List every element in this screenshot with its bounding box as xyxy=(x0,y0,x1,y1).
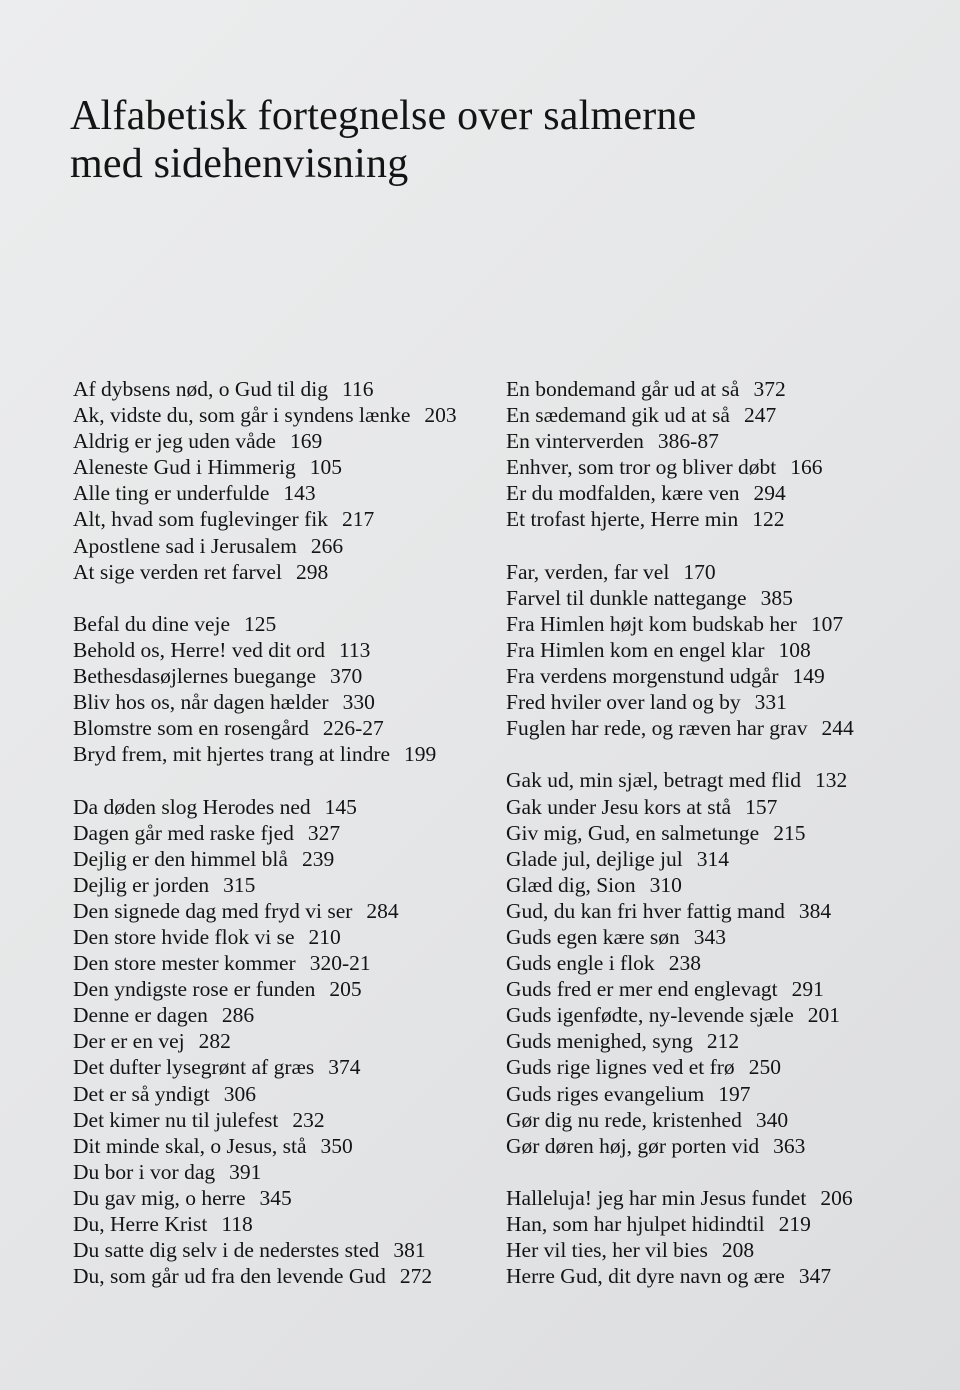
hymn-title: Det er så yndigt xyxy=(73,1081,210,1106)
hymn-title: Alt, hvad som fuglevinger fik xyxy=(73,507,328,532)
page-number: 272 xyxy=(399,1264,433,1289)
hymn-title: Farvel til dunkle nattegange xyxy=(506,585,747,610)
page-number: 374 xyxy=(328,1055,361,1080)
hymn-title: Han, som har hjulpet hidindtil xyxy=(506,1212,765,1236)
hymn-index-entry xyxy=(506,376,926,402)
hymn-index-entry xyxy=(73,428,493,454)
hymn-title: Fuglen har rede, og ræven har grav xyxy=(506,716,808,741)
hymn-index-entry xyxy=(73,1107,493,1133)
page-number: 125 xyxy=(244,611,277,636)
page-number: 284 xyxy=(366,898,399,923)
hymn-title: Gør dig nu rede, kristenhed xyxy=(506,1107,742,1132)
hymn-title: Bethesdasøjlernes buegange xyxy=(73,664,316,689)
page-number: 363 xyxy=(773,1133,806,1158)
hymn-index-entry xyxy=(73,1054,493,1080)
hymn-title: Det dufter lysegrønt af græs xyxy=(73,1055,315,1080)
hymn-index-entry xyxy=(506,1237,926,1263)
hymn-title: Guds igenfødte, ny-levende sjæle xyxy=(506,1003,794,1028)
hymn-title: Dagen går med raske fjed xyxy=(73,820,294,845)
hymn-title: Den yndigste rose er funden xyxy=(73,977,316,1002)
hymn-index-entry xyxy=(73,1159,493,1185)
hymn-index-entry xyxy=(506,585,926,611)
hymn-index-entry xyxy=(73,376,493,402)
page-number: 197 xyxy=(718,1081,751,1106)
page-number: 206 xyxy=(820,1185,853,1210)
hymn-title: Den store mester kommer xyxy=(73,951,296,976)
hymn-title: Gak ud, min sjæl, betragt med flid xyxy=(506,768,801,793)
hymn-title: Det kimer nu til julefest xyxy=(73,1107,279,1132)
hymn-index-entry xyxy=(73,846,493,872)
hymn-index-entry xyxy=(73,1081,493,1107)
hymn-title: En bondemand går ud at så xyxy=(506,377,740,401)
hymn-title: Du, som går ud fra den levende Gud xyxy=(73,1264,386,1289)
hymn-index-entry xyxy=(73,689,493,715)
page-number: 203 xyxy=(424,403,457,428)
hymn-title: En vinterverden xyxy=(506,429,644,454)
page-number: 217 xyxy=(341,507,375,532)
hymn-title: Fred hviler over land og by xyxy=(506,690,741,715)
hymn-title: Denne er dagen xyxy=(73,1003,208,1028)
hymn-index-entry xyxy=(506,637,926,663)
page-number: 372 xyxy=(753,377,786,401)
page-number: 310 xyxy=(649,872,682,897)
hymn-index-entry xyxy=(506,767,926,793)
page-number: 370 xyxy=(330,664,363,689)
hymn-title: Bryd frem, mit hjertes trang at lindre xyxy=(73,742,391,767)
page-number: 385 xyxy=(760,585,793,610)
hymn-title: Apostlene sad i Jerusalem xyxy=(73,533,297,558)
page-number: 149 xyxy=(792,664,825,689)
hymn-index-entry xyxy=(506,924,926,950)
page-number: 315 xyxy=(223,872,256,897)
title-line-1: Alfabetisk fortegnelse over salmerne xyxy=(70,93,697,139)
page-number: 169 xyxy=(289,429,323,454)
hymn-index-entry xyxy=(506,1028,926,1054)
page-number: 118 xyxy=(221,1212,253,1236)
hymn-title: Guds fred er mer end englevagt xyxy=(506,977,778,1002)
hymn-index-entry xyxy=(73,1263,493,1289)
hymn-title: Far, verden, far vel xyxy=(506,559,670,584)
hymn-index-entry xyxy=(73,794,493,820)
page-number: 340 xyxy=(755,1107,789,1132)
hymn-title: Ak, vidste du, som går i syndens lænke xyxy=(73,403,411,428)
hymn-title: Du bor i vor dag xyxy=(73,1159,216,1184)
index-column-right xyxy=(506,376,926,1289)
page-number: 205 xyxy=(329,977,362,1002)
hymn-index-entry xyxy=(73,637,493,663)
hymn-index-entry xyxy=(506,1185,926,1211)
title-line-2: med sidehenvisning xyxy=(70,141,409,187)
page-number: 247 xyxy=(743,403,777,428)
page-number: 201 xyxy=(807,1003,841,1028)
hymn-title: Du satte dig selv i de nederstes sted xyxy=(73,1238,380,1263)
section-gap xyxy=(506,533,926,559)
page-number: 330 xyxy=(342,690,375,715)
hymn-index-entry xyxy=(506,898,926,924)
hymn-index-entry xyxy=(73,924,493,950)
hymn-title: Aldrig er jeg uden våde xyxy=(73,429,276,454)
hymn-index-entry xyxy=(506,1211,926,1237)
page-number: 320-21 xyxy=(309,951,371,976)
page-number: 266 xyxy=(310,533,344,558)
hymn-index-entry xyxy=(506,428,926,454)
hymn-title: Herre Gud, dit dyre navn og ære xyxy=(506,1264,785,1289)
section-gap xyxy=(73,767,493,793)
page-number: 331 xyxy=(754,690,787,715)
hymn-index-entry xyxy=(73,1028,493,1054)
hymn-index-entry xyxy=(506,480,926,506)
hymn-title: Halleluja! jeg har min Jesus fundet xyxy=(506,1185,807,1210)
hymn-index-entry xyxy=(73,872,493,898)
hymn-title: Guds menighed, syng xyxy=(506,1029,693,1054)
page-number: 391 xyxy=(229,1159,262,1184)
hymn-title: Aleneste Gud i Himmerig xyxy=(73,455,296,480)
hymn-index-entry xyxy=(73,741,493,767)
hymn-index-entry xyxy=(506,872,926,898)
hymn-index-entry xyxy=(73,480,493,506)
section-gap xyxy=(73,585,493,611)
hymn-title: Behold os, Herre! ved dit ord xyxy=(73,637,325,662)
page-number: 208 xyxy=(721,1238,755,1263)
hymn-title: Fra verdens morgenstund udgår xyxy=(506,664,779,689)
hymn-title: En sædemand gik ud at så xyxy=(506,403,730,428)
page-number: 343 xyxy=(693,924,727,949)
page-number: 143 xyxy=(283,481,316,506)
hymn-index-entry xyxy=(506,1002,926,1028)
page-number: 157 xyxy=(745,794,778,819)
hymn-title: Glade jul, dejlige jul xyxy=(506,846,683,871)
hymn-index-entry xyxy=(73,715,493,741)
hymn-index-entry xyxy=(73,898,493,924)
page-number: 116 xyxy=(342,377,374,401)
page-number: 286 xyxy=(221,1003,255,1028)
page-number: 212 xyxy=(706,1029,740,1054)
hymn-title: Guds rige lignes ved et frø xyxy=(506,1055,735,1080)
hymn-title: Glæd dig, Sion xyxy=(506,872,636,897)
hymn-index-entry xyxy=(73,1133,493,1159)
hymn-index-entry xyxy=(506,1081,926,1107)
hymn-index-entry xyxy=(73,976,493,1002)
hymn-index-entry xyxy=(506,506,926,532)
hymn-index-entry xyxy=(73,454,493,480)
page-number: 314 xyxy=(696,846,729,871)
hymn-index-entry xyxy=(73,402,493,428)
hymn-title: Dejlig er den himmel blå xyxy=(73,846,288,871)
hymn-title: Blomstre som en rosengård xyxy=(73,716,309,741)
hymn-index-entry xyxy=(506,846,926,872)
hymn-title: Guds egen kære søn xyxy=(506,924,680,949)
page-number: 166 xyxy=(790,455,823,480)
page-number: 226-27 xyxy=(322,716,384,741)
page-number: 350 xyxy=(320,1133,353,1158)
hymn-title: Du, Herre Krist xyxy=(73,1212,208,1236)
hymn-index-entry xyxy=(506,1263,926,1289)
hymn-title: Et trofast hjerte, Herre min xyxy=(506,507,739,532)
hymn-index-entry xyxy=(506,402,926,428)
hymn-title: Gud, du kan fri hver fattig mand xyxy=(506,898,785,923)
page-number: 215 xyxy=(773,820,806,845)
hymn-title: Fra Himlen kom en engel klar xyxy=(506,637,765,662)
page-number: 232 xyxy=(292,1107,325,1132)
hymn-title: Gak under Jesu kors at stå xyxy=(506,794,732,819)
hymn-index-entry xyxy=(73,950,493,976)
page-number: 105 xyxy=(309,455,342,480)
hymn-index-entry xyxy=(73,533,493,559)
hymn-index-entry xyxy=(506,976,926,1002)
hymn-index-entry xyxy=(506,1107,926,1133)
page-number: 386-87 xyxy=(657,429,719,454)
page-number: 291 xyxy=(791,977,824,1002)
section-gap xyxy=(506,1159,926,1185)
hymn-index-entry xyxy=(73,1185,493,1211)
hymn-index-entry xyxy=(73,663,493,689)
hymn-title: Guds engle i flok xyxy=(506,951,655,976)
hymn-title: Af dybsens nød, o Gud til dig xyxy=(73,377,329,401)
hymn-index-entry xyxy=(506,663,926,689)
page-number: 381 xyxy=(393,1238,426,1263)
hymn-title: Der er en vej xyxy=(73,1029,185,1054)
hymn-index-entry xyxy=(506,689,926,715)
page-number: 238 xyxy=(668,951,701,976)
page-number: 384 xyxy=(798,898,832,923)
hymn-index-entry xyxy=(73,506,493,532)
hymn-index-entry xyxy=(73,611,493,637)
hymn-title: Guds riges evangelium xyxy=(506,1081,705,1106)
page-number: 219 xyxy=(778,1212,811,1236)
hymn-title: Gør døren høj, gør porten vid xyxy=(506,1133,760,1158)
page-number: 132 xyxy=(815,768,848,793)
hymn-index-entry xyxy=(73,1211,493,1237)
page-number: 347 xyxy=(798,1264,832,1289)
page-number: 306 xyxy=(223,1081,256,1106)
hymn-title: Den store hvide flok vi se xyxy=(73,924,295,949)
page-number: 199 xyxy=(404,742,437,767)
hymn-title: Da døden slog Herodes ned xyxy=(73,794,311,819)
hymn-index-entry xyxy=(73,1002,493,1028)
hymn-index-entry xyxy=(506,820,926,846)
hymn-title: At sige verden ret farvel xyxy=(73,559,282,584)
hymn-title: Bliv hos os, når dagen hælder xyxy=(73,690,329,715)
hymn-title: Her vil ties, her vil bies xyxy=(506,1238,708,1263)
page-number: 122 xyxy=(752,507,785,532)
hymn-title: Er du modfalden, kære ven xyxy=(506,481,740,506)
page-number: 239 xyxy=(301,846,335,871)
page-number: 107 xyxy=(810,611,844,636)
hymn-index-entry xyxy=(73,820,493,846)
hymn-index-entry xyxy=(73,559,493,585)
hymn-index-entry xyxy=(506,611,926,637)
page-number: 298 xyxy=(295,559,329,584)
index-column-left xyxy=(73,376,493,1289)
hymn-title: Enhver, som tror og bliver døbt xyxy=(506,455,777,480)
page-number: 327 xyxy=(307,820,341,845)
hymn-title: Fra Himlen højt kom budskab her xyxy=(506,611,797,636)
page-number: 170 xyxy=(683,559,716,584)
page-number: 113 xyxy=(338,637,371,662)
hymn-title: Giv mig, Gud, en salmetunge xyxy=(506,820,760,845)
page-number: 145 xyxy=(324,794,357,819)
hymn-index-entry xyxy=(506,1054,926,1080)
hymn-title: Dejlig er jorden xyxy=(73,872,210,897)
hymn-index-entry xyxy=(506,950,926,976)
hymn-index-entry xyxy=(506,454,926,480)
page-number: 282 xyxy=(198,1029,231,1054)
hymn-title: Den signede dag med fryd vi ser xyxy=(73,898,353,923)
hymn-title: Alle ting er underfulde xyxy=(73,481,270,506)
hymn-index-entry xyxy=(506,715,926,741)
page-number: 108 xyxy=(778,637,811,662)
page-number: 250 xyxy=(748,1055,781,1080)
page-number: 244 xyxy=(821,716,854,741)
hymn-index-entry xyxy=(506,559,926,585)
section-gap xyxy=(506,741,926,767)
page-number: 345 xyxy=(259,1185,292,1210)
hymn-title: Du gav mig, o herre xyxy=(73,1185,246,1210)
hymn-title: Befal du dine veje xyxy=(73,611,231,636)
hymn-index-entry xyxy=(73,1237,493,1263)
hymn-index-entry xyxy=(506,1133,926,1159)
page-title xyxy=(70,92,696,188)
page-number: 210 xyxy=(308,924,341,949)
hymn-title: Dit minde skal, o Jesus, stå xyxy=(73,1133,307,1158)
page-number: 294 xyxy=(753,481,786,506)
hymn-index-entry xyxy=(506,794,926,820)
